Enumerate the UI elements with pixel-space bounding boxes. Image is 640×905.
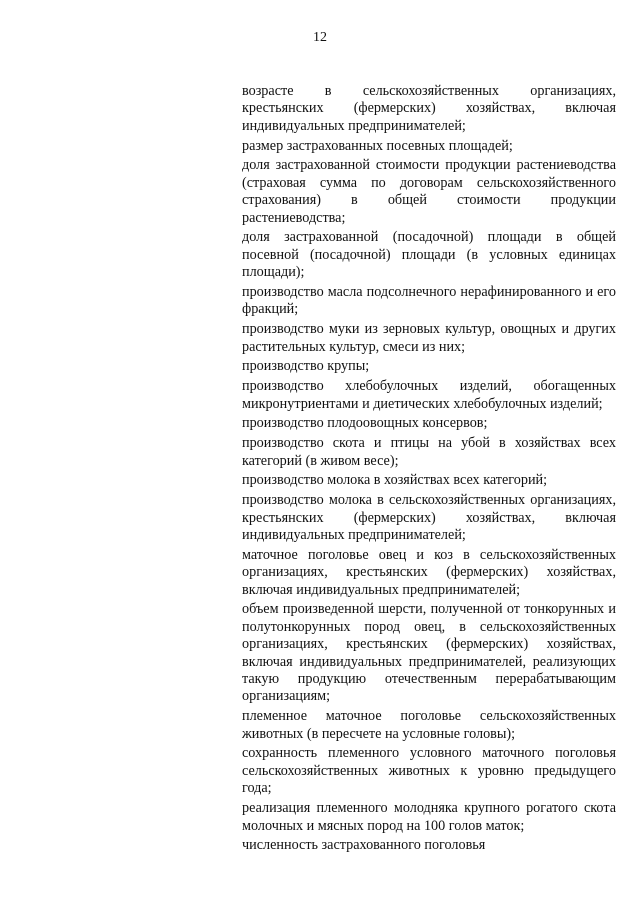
paragraph-flour-production: производство муки из зерновых культур, овощных и других растительных культур, смеси из них; (242, 321, 616, 355)
paragraph-wool-volume: объем произведенной шерсти, полученной от тонкорунных и полутонкорунных пород овец, в сельскохозяйственных организациях, крестьянских (фермерских) хозяйствах, включая индивидуальных предпринимателей, реализующих такую продукцию отечественным перерабатывающим организациям; (242, 601, 616, 705)
page-number: 12 (313, 30, 327, 45)
paragraph-pedigree-breeding-stock: племенное маточное поголовье сельскохозяйственных животных (в пересчете на условные головы); (242, 708, 616, 742)
document-body (242, 83, 616, 857)
paragraph-milk-all-farms: производство молока в хозяйствах всех категорий; (242, 472, 548, 489)
paragraph-bakery-production: производство хлебобулочных изделий, обогащенных микронутриентами и диетических хлебобулочных изделий; (242, 378, 616, 412)
paragraph-insured-planting-area-share: доля застрахованной (посадочной) площади в общей посевной (посадочной) площади (в условных единицах площади); (242, 229, 616, 281)
paragraph-pedigree-stock-retention: сохранность племенного условного маточного поголовья сельскохозяйственных животных к уровню предыдущего года; (242, 745, 616, 797)
paragraph-sheep-goat-breeding-stock: маточное поголовье овец и коз в сельскохозяйственных организациях, крестьянских (фермерских) хозяйствах, включая индивидуальных предпринимателей; (242, 546, 616, 598)
paragraph-insured-crop-value-share: доля застрахованной стоимости продукции растениеводства (страховая сумма по договорам сельскохозяйственного страхования) в общей стоимости продукции растениеводства; (242, 157, 616, 226)
paragraph-groats-production: производство крупы; (242, 358, 370, 375)
paragraph-insured-livestock-count: численность застрахованного поголовья (242, 837, 486, 854)
paragraph-insured-sown-area: размер застрахованных посевных площадей; (242, 137, 513, 154)
paragraph-sunflower-oil-production: производство масла подсолнечного нерафинированного и его фракций; (242, 284, 616, 318)
paragraph-age-organizations: возрасте в сельскохозяйственных организациях, крестьянских (фермерских) хозяйствах, включая индивидуальных предпринимателей; (242, 83, 616, 134)
paragraph-milk-organizations: производство молока в сельскохозяйственных организациях, крестьянских (фермерских) хозяйствах, включая индивидуальных предпринимателей; (242, 492, 616, 544)
paragraph-livestock-poultry-production: производство скота и птицы на убой в хозяйствах всех категорий (в живом весе); (242, 435, 616, 469)
paragraph-canned-fruit-veg-production: производство плодоовощных консервов; (242, 415, 488, 432)
paragraph-pedigree-youngstock-sales: реализация племенного молодняка крупного рогатого скота молочных и мясных пород на 100 голов маток; (242, 800, 616, 834)
